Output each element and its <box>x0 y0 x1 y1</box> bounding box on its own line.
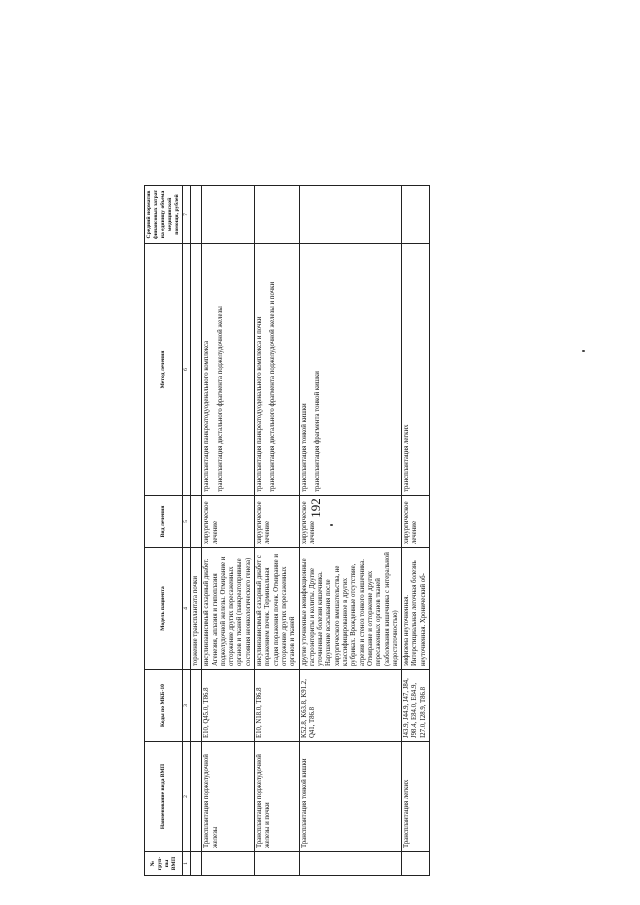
method-item: трансплантация дистального фрагмента поджелудочной железы <box>216 306 224 492</box>
cell-name: Трансплантация тонкой кишки <box>299 742 402 852</box>
cell-cost <box>402 186 430 244</box>
method-item: трансплантация панкреатодуоденального комплекса <box>203 340 211 492</box>
header-name: Наименование вида ВМП <box>145 742 183 852</box>
vmp-table <box>144 185 430 876</box>
cell-group <box>402 852 430 876</box>
method-item: трансплантация дистального фрагмента поджелудочной железы и почки <box>269 281 277 492</box>
header-cost: Средний норматив финансовых затрат на единицу объема медицинской помощи, рублей <box>145 186 183 244</box>
table-row <box>255 186 299 876</box>
cell-cost <box>202 186 255 244</box>
method-item: трансплантация фрагмента тонкой кишки <box>313 371 321 492</box>
cell-codes: J43.9, J44.9, J47, J84, J98.4, E84.0, E84.9, I27.0, I28.9, T86.8 <box>402 670 430 742</box>
table-row <box>402 186 430 876</box>
cell-model: другие уточненные неинфекционные гастроэнтериты и колиты. Другие уточненные болезни кишечника. Нарушение всасывания после хирургического вмешательства, не классифицированное в других рубриках. Врожденные отсутствие, атрезия и стеноз тонкого кишечника. Отмирание и отторжение других пересаженных органов тканей (заболевания кишечника с энтеральной недостаточностью) <box>299 548 402 670</box>
cell-treatment: хирургическое лечение <box>255 496 299 548</box>
cell-methods <box>402 244 430 496</box>
method-item: трансплантация легких <box>403 424 411 492</box>
header-codes: Коды по МКБ-10 <box>145 670 183 742</box>
cell-treatment: хирургическое лечение <box>202 496 255 548</box>
cell-methods <box>255 244 299 496</box>
cell-methods <box>299 244 402 496</box>
index-cell: 4 <box>183 548 191 670</box>
cell-cost <box>299 186 402 244</box>
cell-treatment: хирургическое лечение <box>402 496 430 548</box>
cell-codes: E10, Q45.0, T86.8 <box>202 670 255 742</box>
cell-codes: K52.8, K63.8, K91.2, Q41, T86.8 <box>299 670 402 742</box>
method-item: трансплантация тонкой кишки <box>300 403 308 492</box>
method-item: трансплантация панкреатодуоденального комплекса и почки <box>256 316 264 492</box>
header-model: Модель пациента <box>145 548 183 670</box>
index-row <box>183 186 191 876</box>
index-cell: 7 <box>183 186 191 244</box>
cell-methods <box>202 244 255 496</box>
cell-codes: E10, N18.0, T86.8 <box>255 670 299 742</box>
header-method: Метод лечения <box>145 244 183 496</box>
cell-name: Трансплантация легких <box>402 742 430 852</box>
index-cell: 1 <box>183 852 191 876</box>
cell-group <box>255 852 299 876</box>
cell-group <box>299 852 402 876</box>
index-cell: 6 <box>183 244 191 496</box>
cell-name: Трансплантация поджелудочной железы и почки <box>255 742 299 852</box>
index-cell: 5 <box>183 496 191 548</box>
table-row <box>202 186 255 876</box>
cell-treatment: хирургическое лечение <box>299 496 402 548</box>
cell-model: инсулинзависимый сахарный диабет. Агенезия, аплазия и гипоплазия поджелудочной железы. Отмирание и отторжение других пересаженных органов и тканей (панкреатопривные состояния неонкологического генеза) <box>202 548 255 670</box>
page-number: 192 <box>308 498 323 518</box>
index-cell: 2 <box>183 742 191 852</box>
cell-name: Трансплантация поджелудочной железы <box>202 742 255 852</box>
table-row <box>299 186 402 876</box>
rotated-table-wrapper <box>144 186 544 876</box>
header-group: № груп-пы ВМП <box>145 852 183 876</box>
scan-speck <box>582 350 585 352</box>
continuation-model: торжение трансплантата почки <box>191 548 202 670</box>
cell-model: инсулинзависимый сахарный диабет с поражением почек. Терминальная стадия поражения почек. Отмирание и отторжение других пересаженных органов и тканей <box>255 548 299 670</box>
index-cell: 3 <box>183 670 191 742</box>
scan-speck <box>330 524 333 526</box>
cell-cost <box>255 186 299 244</box>
header-row <box>145 186 183 876</box>
header-treatment: Вид лечения <box>145 496 183 548</box>
cell-group <box>202 852 255 876</box>
continuation-row <box>191 186 202 876</box>
cell-model: эмфизема неуточненная. Интерстициальная легочная болезнь неуточненная. Хронический об- <box>402 548 430 670</box>
